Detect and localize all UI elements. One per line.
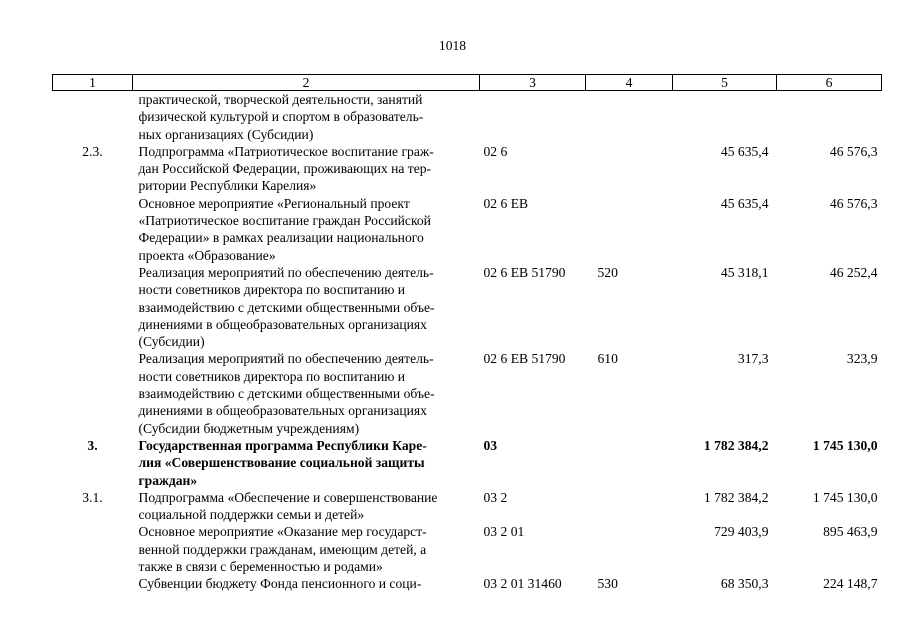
table-row	[53, 143, 882, 195]
column-header-3: 3	[480, 75, 586, 91]
row-number: 2.3.	[82, 143, 103, 159]
row-name-line: ных организациях (Субсидии)	[138, 126, 314, 142]
table-body	[53, 91, 882, 593]
row-name-line: практической, творческой деятельности, занятий	[138, 92, 423, 107]
amount-column-6: 895 463,9	[823, 524, 878, 540]
row-name-line: социальной поддержки семьи и детей»	[138, 507, 365, 523]
row-name-line: ритории Республики Карелия»	[138, 178, 317, 194]
row-name-line: дан Российской Федерации, проживающих на тер-	[138, 161, 432, 177]
row-name-line: венной поддержки гражданам, имеющим детей, а	[138, 541, 427, 557]
expense-type-code	[586, 143, 673, 195]
row-name	[133, 489, 480, 524]
row-number	[53, 575, 133, 592]
expense-type-code	[586, 91, 673, 143]
row-name-line: лия «Совершенствование социальной защиты	[138, 455, 425, 471]
amount-column-5: 45 318,1	[720, 264, 769, 280]
expense-type-code: 530	[597, 576, 618, 592]
row-name	[133, 350, 480, 436]
row-name	[133, 195, 480, 264]
column-header-5: 5	[673, 75, 777, 91]
row-name-line: Основное мероприятие «Региональный проект	[138, 195, 410, 211]
row-number	[53, 523, 133, 575]
row-name-line: Подпрограмма «Обеспечение и совершенствование	[138, 489, 438, 505]
target-article-code: 02 6 EB	[483, 195, 529, 211]
row-number	[53, 91, 133, 143]
amount-column-6: 1 745 130,0	[812, 489, 878, 505]
row-name	[133, 143, 480, 195]
row-number	[53, 350, 133, 436]
row-name-line: ности советников директора по воспитанию и	[138, 282, 406, 298]
amount-column-5: 729 403,9	[714, 524, 769, 540]
page-number: 1018	[438, 38, 467, 53]
row-number: 3.	[87, 437, 98, 453]
row-name-line: взаимодействию с детскими общественными объе-	[138, 386, 435, 402]
column-header-2: 2	[133, 75, 480, 91]
amount-column-6: 46 252,4	[829, 264, 878, 280]
row-name-line: «Патриотическое воспитание граждан Российской	[138, 213, 431, 229]
row-name-line: проекта «Образование»	[138, 247, 276, 263]
amount-column-6: 46 576,3	[829, 143, 878, 159]
row-number	[53, 264, 133, 350]
target-article-code: 03 2 01	[483, 524, 525, 540]
row-name-line: Федерации» в рамках реализации национального	[138, 230, 424, 246]
amount-column-6: 323,9	[846, 351, 878, 367]
row-name-line: Государственная программа Республики Каре-	[138, 437, 427, 453]
row-name	[133, 437, 480, 489]
row-number	[53, 195, 133, 264]
amount-column-5	[673, 91, 777, 143]
row-name-line: ности советников директора по воспитанию и	[138, 368, 406, 384]
row-name	[133, 575, 480, 592]
target-article-code: 02 6 EB 51790	[483, 351, 566, 367]
table-row	[53, 575, 882, 592]
column-header-1: 1	[53, 75, 133, 91]
table-row	[53, 264, 882, 350]
table-row	[53, 91, 882, 143]
amount-column-6	[777, 91, 882, 143]
target-article-code: 02 6 EB 51790	[483, 264, 566, 280]
table-row	[53, 437, 882, 489]
column-header-4: 4	[586, 75, 673, 91]
row-name-line: также в связи с беременностью и родами»	[138, 559, 383, 575]
row-name-line: динениями в общеобразовательных организациях	[138, 403, 427, 419]
row-name	[133, 264, 480, 350]
row-name-line: граждан»	[138, 472, 198, 488]
row-name-line: физической культурой и спортом в образователь-	[138, 109, 424, 125]
amount-column-6: 1 745 130,0	[812, 437, 878, 453]
target-article-code: 03 2 01 31460	[483, 576, 562, 592]
row-name-line: Основное мероприятие «Оказание мер государст-	[138, 524, 427, 540]
amount-column-6: 46 576,3	[829, 195, 878, 211]
row-name	[133, 523, 480, 575]
budget-table	[52, 74, 882, 593]
expense-type-code: 520	[597, 264, 618, 280]
row-name-line: взаимодействию с детскими общественными объе-	[138, 299, 435, 315]
row-name	[133, 91, 480, 143]
target-article-code: 03 2	[483, 489, 508, 505]
amount-column-5: 45 635,4	[720, 143, 769, 159]
target-article-code: 02 6	[483, 143, 508, 159]
expense-type-code	[586, 523, 673, 575]
table-row	[53, 195, 882, 264]
row-name-line: Субвенции бюджету Фонда пенсионного и соци-	[138, 576, 422, 592]
table-row	[53, 350, 882, 436]
expense-type-code	[586, 489, 673, 524]
row-name-line: Подпрограмма «Патриотическое воспитание граж-	[138, 143, 434, 159]
expense-type-code: 610	[597, 351, 618, 367]
amount-column-6: 224 148,7	[823, 576, 878, 592]
column-header-6: 6	[777, 75, 882, 91]
row-name-line: динениями в общеобразовательных организациях	[138, 316, 427, 332]
amount-column-5: 317,3	[737, 351, 769, 367]
target-article-code	[480, 91, 586, 143]
row-name-line: (Субсидии)	[138, 334, 205, 350]
row-name-line: Реализация мероприятий по обеспечению деятель-	[138, 351, 434, 367]
table-row	[53, 489, 882, 524]
amount-column-5: 1 782 384,2	[703, 489, 769, 505]
table-header	[53, 75, 882, 91]
amount-column-5: 68 350,3	[720, 576, 769, 592]
table-row	[53, 523, 882, 575]
row-name-line: Реализация мероприятий по обеспечению деятель-	[138, 264, 434, 280]
target-article-code: 03	[483, 437, 498, 453]
row-name-line: (Субсидии бюджетным учреждениям)	[138, 420, 360, 436]
amount-column-5: 45 635,4	[720, 195, 769, 211]
expense-type-code	[586, 437, 673, 489]
amount-column-5: 1 782 384,2	[703, 437, 769, 453]
expense-type-code	[586, 195, 673, 264]
row-number: 3.1.	[82, 489, 103, 505]
